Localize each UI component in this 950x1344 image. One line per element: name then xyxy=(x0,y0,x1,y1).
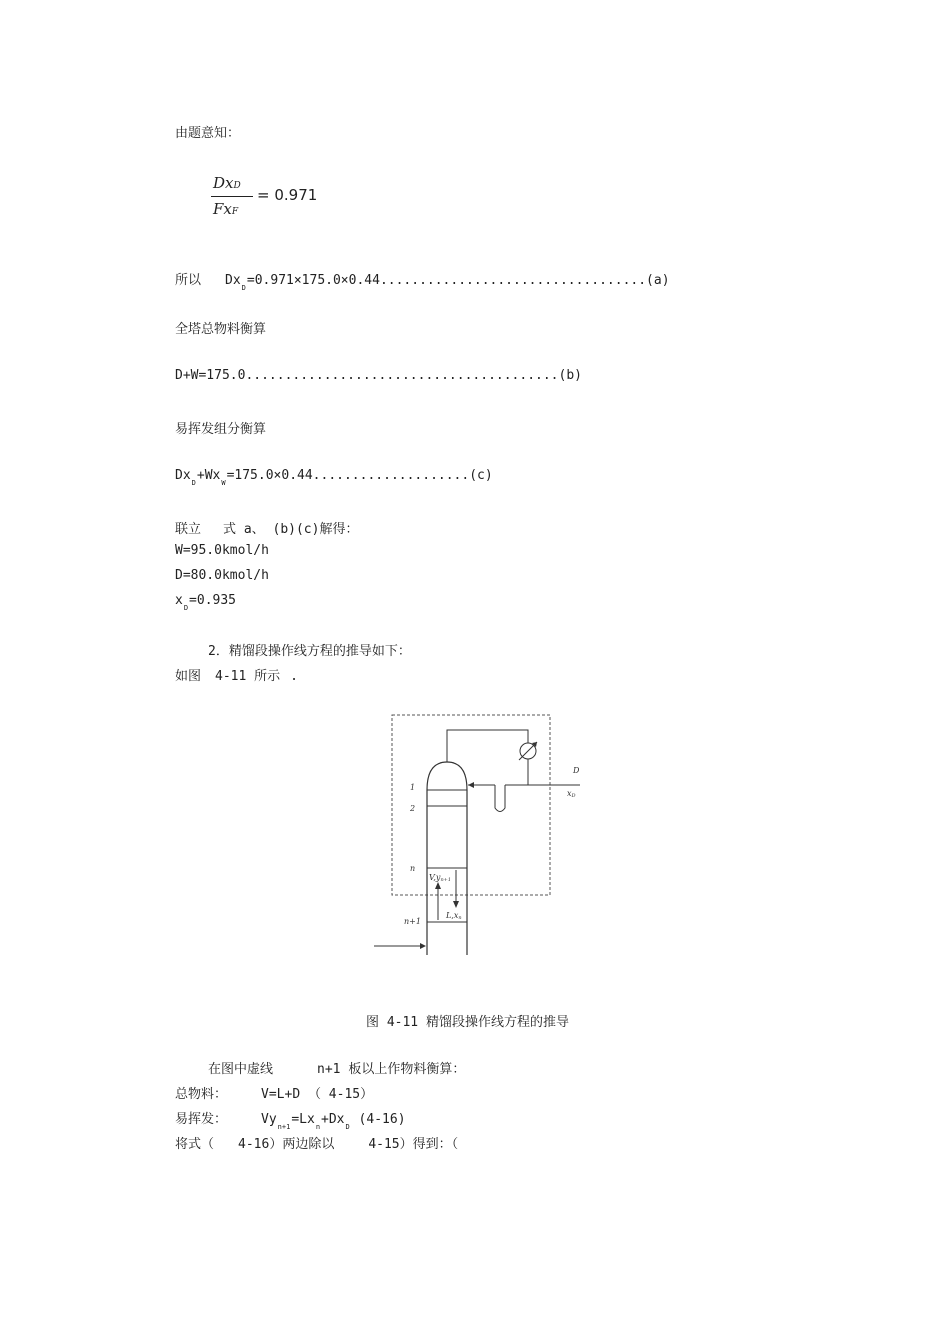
result-xd: $x_D=0.935$ xyxy=(175,593,237,612)
label-plate-n1: n+1 xyxy=(404,917,421,926)
liquid-arrowhead xyxy=(453,901,459,908)
label-plate-n: n xyxy=(410,864,416,873)
overhead-vapor-line xyxy=(447,730,528,785)
feed-arrowhead xyxy=(420,943,426,949)
figure-reference: 如图 4-11 所示 . xyxy=(175,669,298,684)
formula-denominator: FxF xyxy=(213,200,239,218)
result-w: W=95.0kmol/h xyxy=(175,543,269,558)
formula-numerator: DxD xyxy=(213,174,241,192)
result-d: D=80.0kmol/h xyxy=(175,568,269,583)
column-dome xyxy=(427,762,467,790)
reflux-u-seal xyxy=(495,785,505,812)
section-2-heading: 2．精馏段操作线方程的推导如下： xyxy=(208,644,411,659)
label-vapor: V,yn+1 xyxy=(429,873,452,883)
component-balance-heading: 易挥发组分衡算 xyxy=(175,422,267,437)
equation-c: $Dx_D+Wx_W=175.0\times 0.44....................(c)$ xyxy=(175,468,493,487)
vapor-arrowhead xyxy=(435,882,441,889)
total-balance-heading: 全塔总物料衡算 xyxy=(175,322,267,337)
label-xd: xD xyxy=(567,789,576,799)
fraction-bar xyxy=(211,196,253,197)
final-line: 将式（ 4-16）两边除以 4-15）得到：（ xyxy=(175,1137,459,1152)
label-liquid: L,xn xyxy=(446,911,462,921)
reflux-arrowhead xyxy=(468,782,474,788)
control-volume-box xyxy=(392,715,550,895)
recovery-formula xyxy=(205,172,345,228)
rectifying-section-diagram xyxy=(360,710,580,960)
paragraph-line: 在图中虚线 n+1 板以上作物料衡算： xyxy=(208,1062,466,1077)
solve-line: 联立 式 a、 (b)(c)解得： xyxy=(175,522,359,537)
formula-equals: = 0.971 xyxy=(257,186,318,204)
label-plate-1: 1 xyxy=(410,783,416,792)
total-material-equation: 总物料： V=L+D （ 4-15） xyxy=(175,1087,374,1102)
label-plate-2: 2 xyxy=(410,804,416,813)
figure-caption: 图 4-11 精馏段操作线方程的推导 xyxy=(366,1015,569,1030)
component-equation: 易挥发： $Vy_{n+1}=Lx_n+Dx_D$ (4-16) xyxy=(175,1112,406,1131)
intro-text: 由题意知： xyxy=(175,126,241,141)
equation-b: D+W=175.0........................................(b) xyxy=(175,368,582,383)
label-d: D xyxy=(573,766,580,775)
equation-a: 所以 $Dx_D=0.971\times 175.0\times 0.44..................................(a)$ xyxy=(175,273,670,292)
